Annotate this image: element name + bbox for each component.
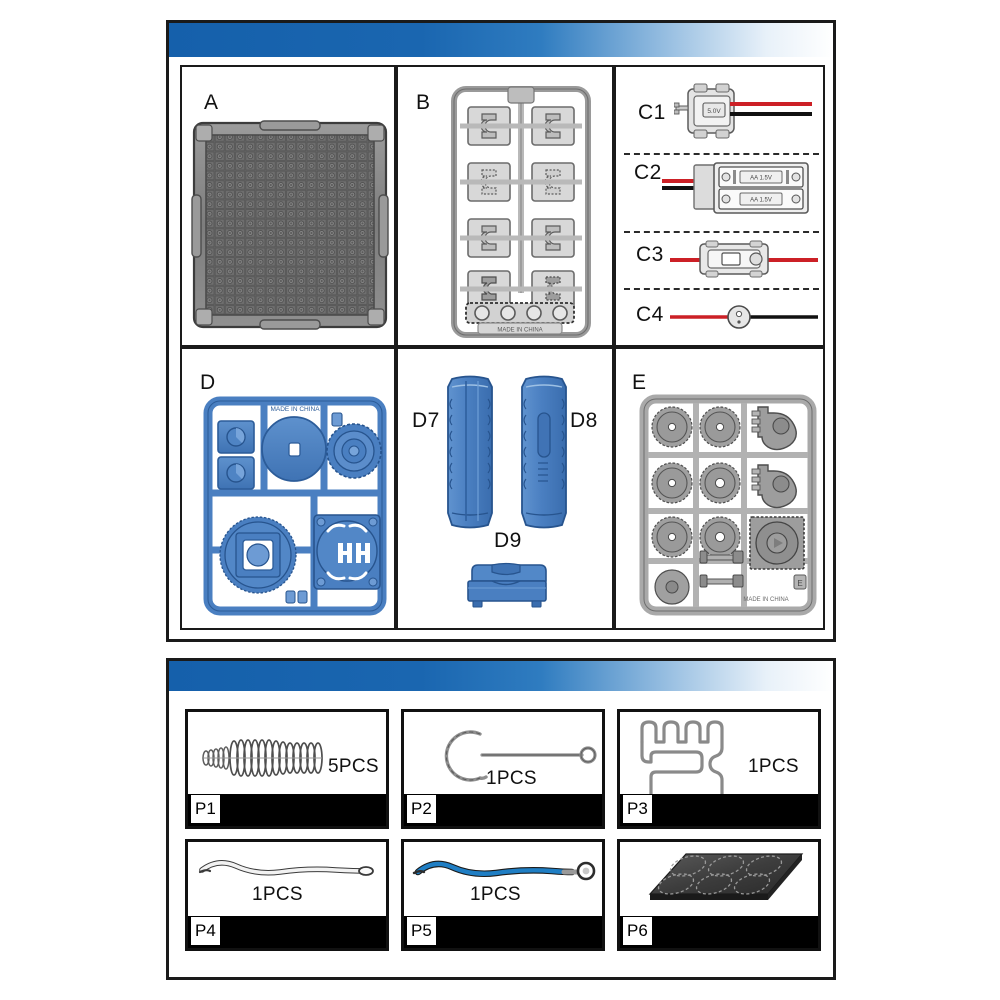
bent-wire-frame-illustration: [620, 712, 818, 794]
p2-qty: 1PCS: [486, 768, 537, 789]
p4-qty: 1PCS: [252, 884, 303, 905]
body-shell-illustrations: [408, 365, 608, 615]
cell-e-sprue: [614, 347, 825, 630]
part-cell-p6: [617, 839, 821, 951]
sprue-e-illustration: [638, 393, 818, 617]
cell-e-code: E: [632, 371, 647, 394]
p2-code: P2: [406, 794, 437, 824]
cell-d-sprue: [180, 347, 396, 630]
component-code-d7: D7: [412, 409, 440, 432]
part-cell-p2: [401, 709, 605, 829]
sticker-sheet-illustration: [620, 842, 818, 916]
component-code-d9: D9: [494, 529, 522, 552]
sprue-b-illustration: [446, 81, 596, 343]
p4-illustration: [188, 842, 386, 916]
battery-label-2: AA 1.5V: [750, 197, 772, 204]
cell-d-code: D: [200, 371, 216, 394]
p3-qty: 1PCS: [748, 756, 799, 777]
p1-qty: 5PCS: [328, 756, 379, 777]
p3-illustration: [620, 712, 818, 794]
cell-a-baseplate: [180, 65, 396, 347]
divider-c1-c2: [624, 153, 819, 155]
divider-c2-c3: [624, 231, 819, 233]
led-lamp-illustration: [670, 301, 818, 333]
component-code-d8: D8: [570, 409, 598, 432]
p1-code: P1: [190, 794, 221, 824]
p6-illustration: [620, 842, 818, 916]
switch-illustration: [670, 239, 818, 279]
top-panel: [166, 20, 836, 642]
spring-illustration: [188, 712, 386, 794]
bottom-panel: [166, 658, 836, 980]
motor-illustration: [674, 81, 814, 143]
p3-code: P3: [622, 794, 653, 824]
cell-b-code: B: [416, 91, 431, 114]
p2-illustration: [404, 712, 602, 794]
cell-c-electronics: [614, 65, 825, 347]
p5-illustration: [404, 842, 602, 916]
part-cell-p4: [185, 839, 389, 951]
component-code-c2: C2: [634, 161, 662, 184]
shell-right-shape: [522, 377, 566, 528]
p1-illustration: [188, 712, 386, 794]
shell-left-shape: [448, 377, 492, 528]
battery-holder-illustration: [662, 159, 822, 223]
part-cell-p1: [185, 709, 389, 829]
p5-qty: 1PCS: [470, 884, 521, 905]
sprue-d-made-in-text: MADE IN CHINA: [270, 406, 320, 413]
base-block-shape: [468, 564, 546, 608]
battery-label-1: AA 1.5V: [750, 175, 772, 182]
top-panel-header-bar: [169, 23, 833, 57]
cell-body-shells: [396, 347, 614, 630]
component-code-c3: C3: [636, 243, 664, 266]
bottom-panel-header-bar: [169, 661, 833, 691]
sprue-b-made-in-text: MADE IN CHINA: [497, 327, 543, 334]
p5-code: P5: [406, 916, 437, 946]
cell-b-sprue: [396, 65, 614, 347]
svg-text:E: E: [797, 579, 803, 588]
component-code-c4: C4: [636, 303, 664, 326]
baseplate-illustration: [184, 113, 396, 343]
component-code-c1: C1: [638, 101, 666, 124]
svg-text:5.0V: 5.0V: [707, 108, 721, 115]
p4-code: P4: [190, 916, 221, 946]
part-cell-p5: [401, 839, 605, 951]
part-cell-p3: [617, 709, 821, 829]
cell-a-code: A: [204, 91, 219, 114]
sprue-e-made-in-text: MADE IN CHINA: [743, 597, 789, 603]
p6-code: P6: [622, 916, 653, 946]
divider-c3-c4: [624, 288, 819, 290]
sprue-d-illustration: [202, 395, 388, 617]
